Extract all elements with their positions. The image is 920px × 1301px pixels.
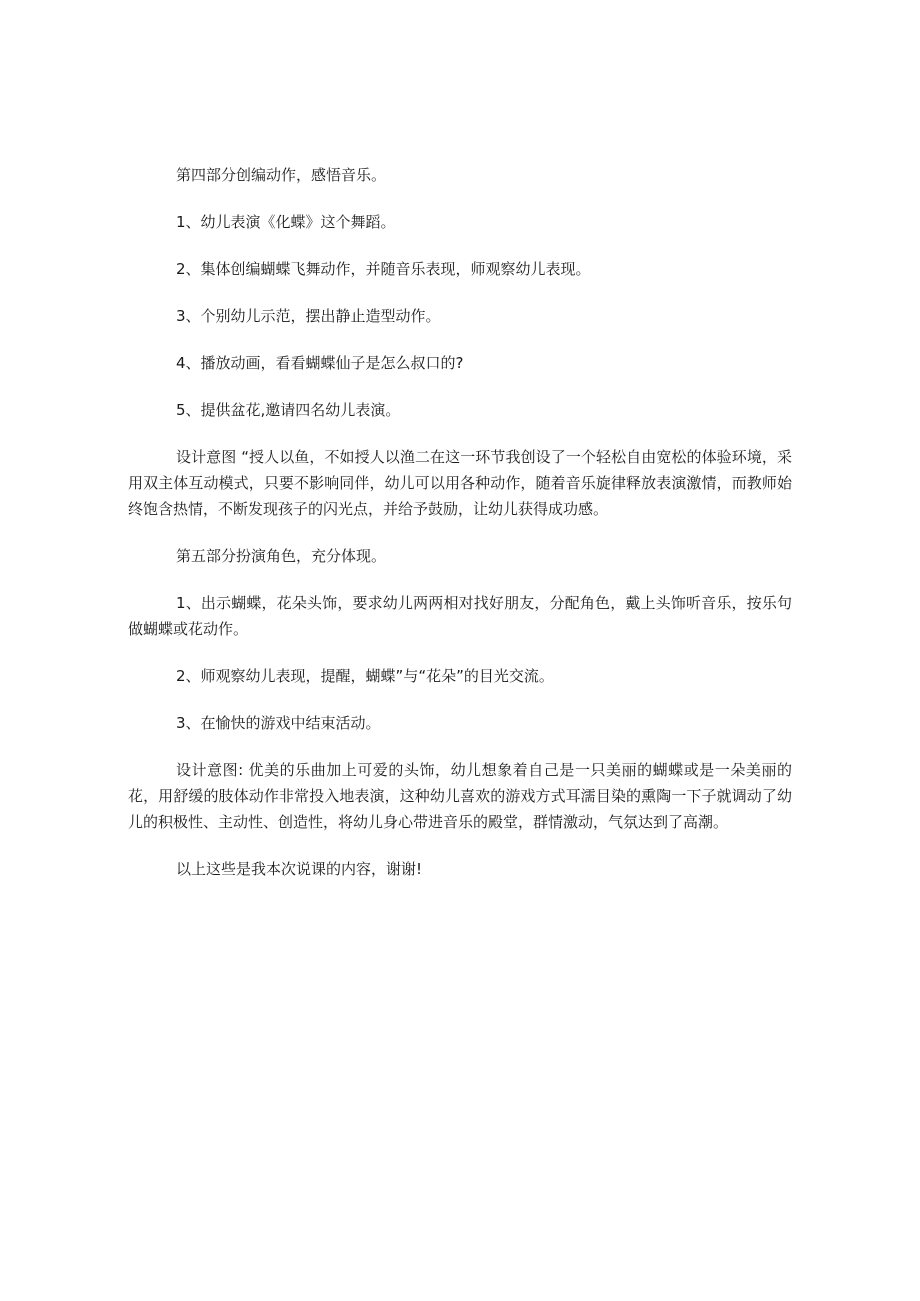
section-heading-part-five: 第五部分扮演角色，充分体现。	[176, 547, 387, 565]
list-item: 4、播放动画，看看蝴蝶仙子是怎么叔口的?	[176, 354, 464, 372]
design-intent-paragraph: 设计意图: 优美的乐曲加上可爱的头饰，幼儿想象着自己是一只美丽的蝴蝶或是一朵美丽的花，用舒缓的肢体动作非常投入地表演，这种幼儿喜欢的游戏方式耳濡目染的熏陶一下子就调动了幼儿的积极性、主动性、创造性，将幼儿身心带进音乐的殿堂，群情激动，气氛达到了高潮。	[128, 761, 792, 831]
list-item: 2、师观察幼儿表现，提醒，蝴蝶”与“花朵”的目光交流。	[176, 667, 554, 685]
document-body	[128, 162, 792, 902]
list-item: 3、在愉快的游戏中结束活动。	[176, 714, 381, 732]
closing-remark: 以上这些是我本次说课的内容，谢谢!	[176, 860, 423, 878]
list-item: 2、集体创编蝴蝶飞舞动作，并随音乐表现，师观察幼儿表现。	[176, 260, 591, 278]
section-heading-part-four: 第四部分创编动作，感悟音乐。	[176, 166, 387, 184]
list-item: 5、提供盆花,邀请四名幼儿表演。	[176, 401, 401, 419]
design-intent-paragraph: 设计意图 “授人以鱼，不如授人以渔二在这一环节我创设了一个轻松自由宽松的体验环境，采用双主体互动模式，只要不影响同伴，幼儿可以用各种动作，随着音乐旋律释放表演激情，而教师始终饱含热情，不断发现孩子的闪光点，并给予鼓励，让幼儿获得成功感。	[128, 448, 792, 518]
list-item: 1、幼儿表演《化蝶》这个舞蹈。	[176, 213, 396, 231]
list-item: 3、个别幼儿示范，摆出静止造型动作。	[176, 307, 441, 325]
list-item: 1、出示蝴蝶，花朵头饰，要求幼儿两两相对找好朋友，分配角色，戴上头饰听音乐，按乐句做蝴蝶或花动作。	[128, 594, 792, 638]
